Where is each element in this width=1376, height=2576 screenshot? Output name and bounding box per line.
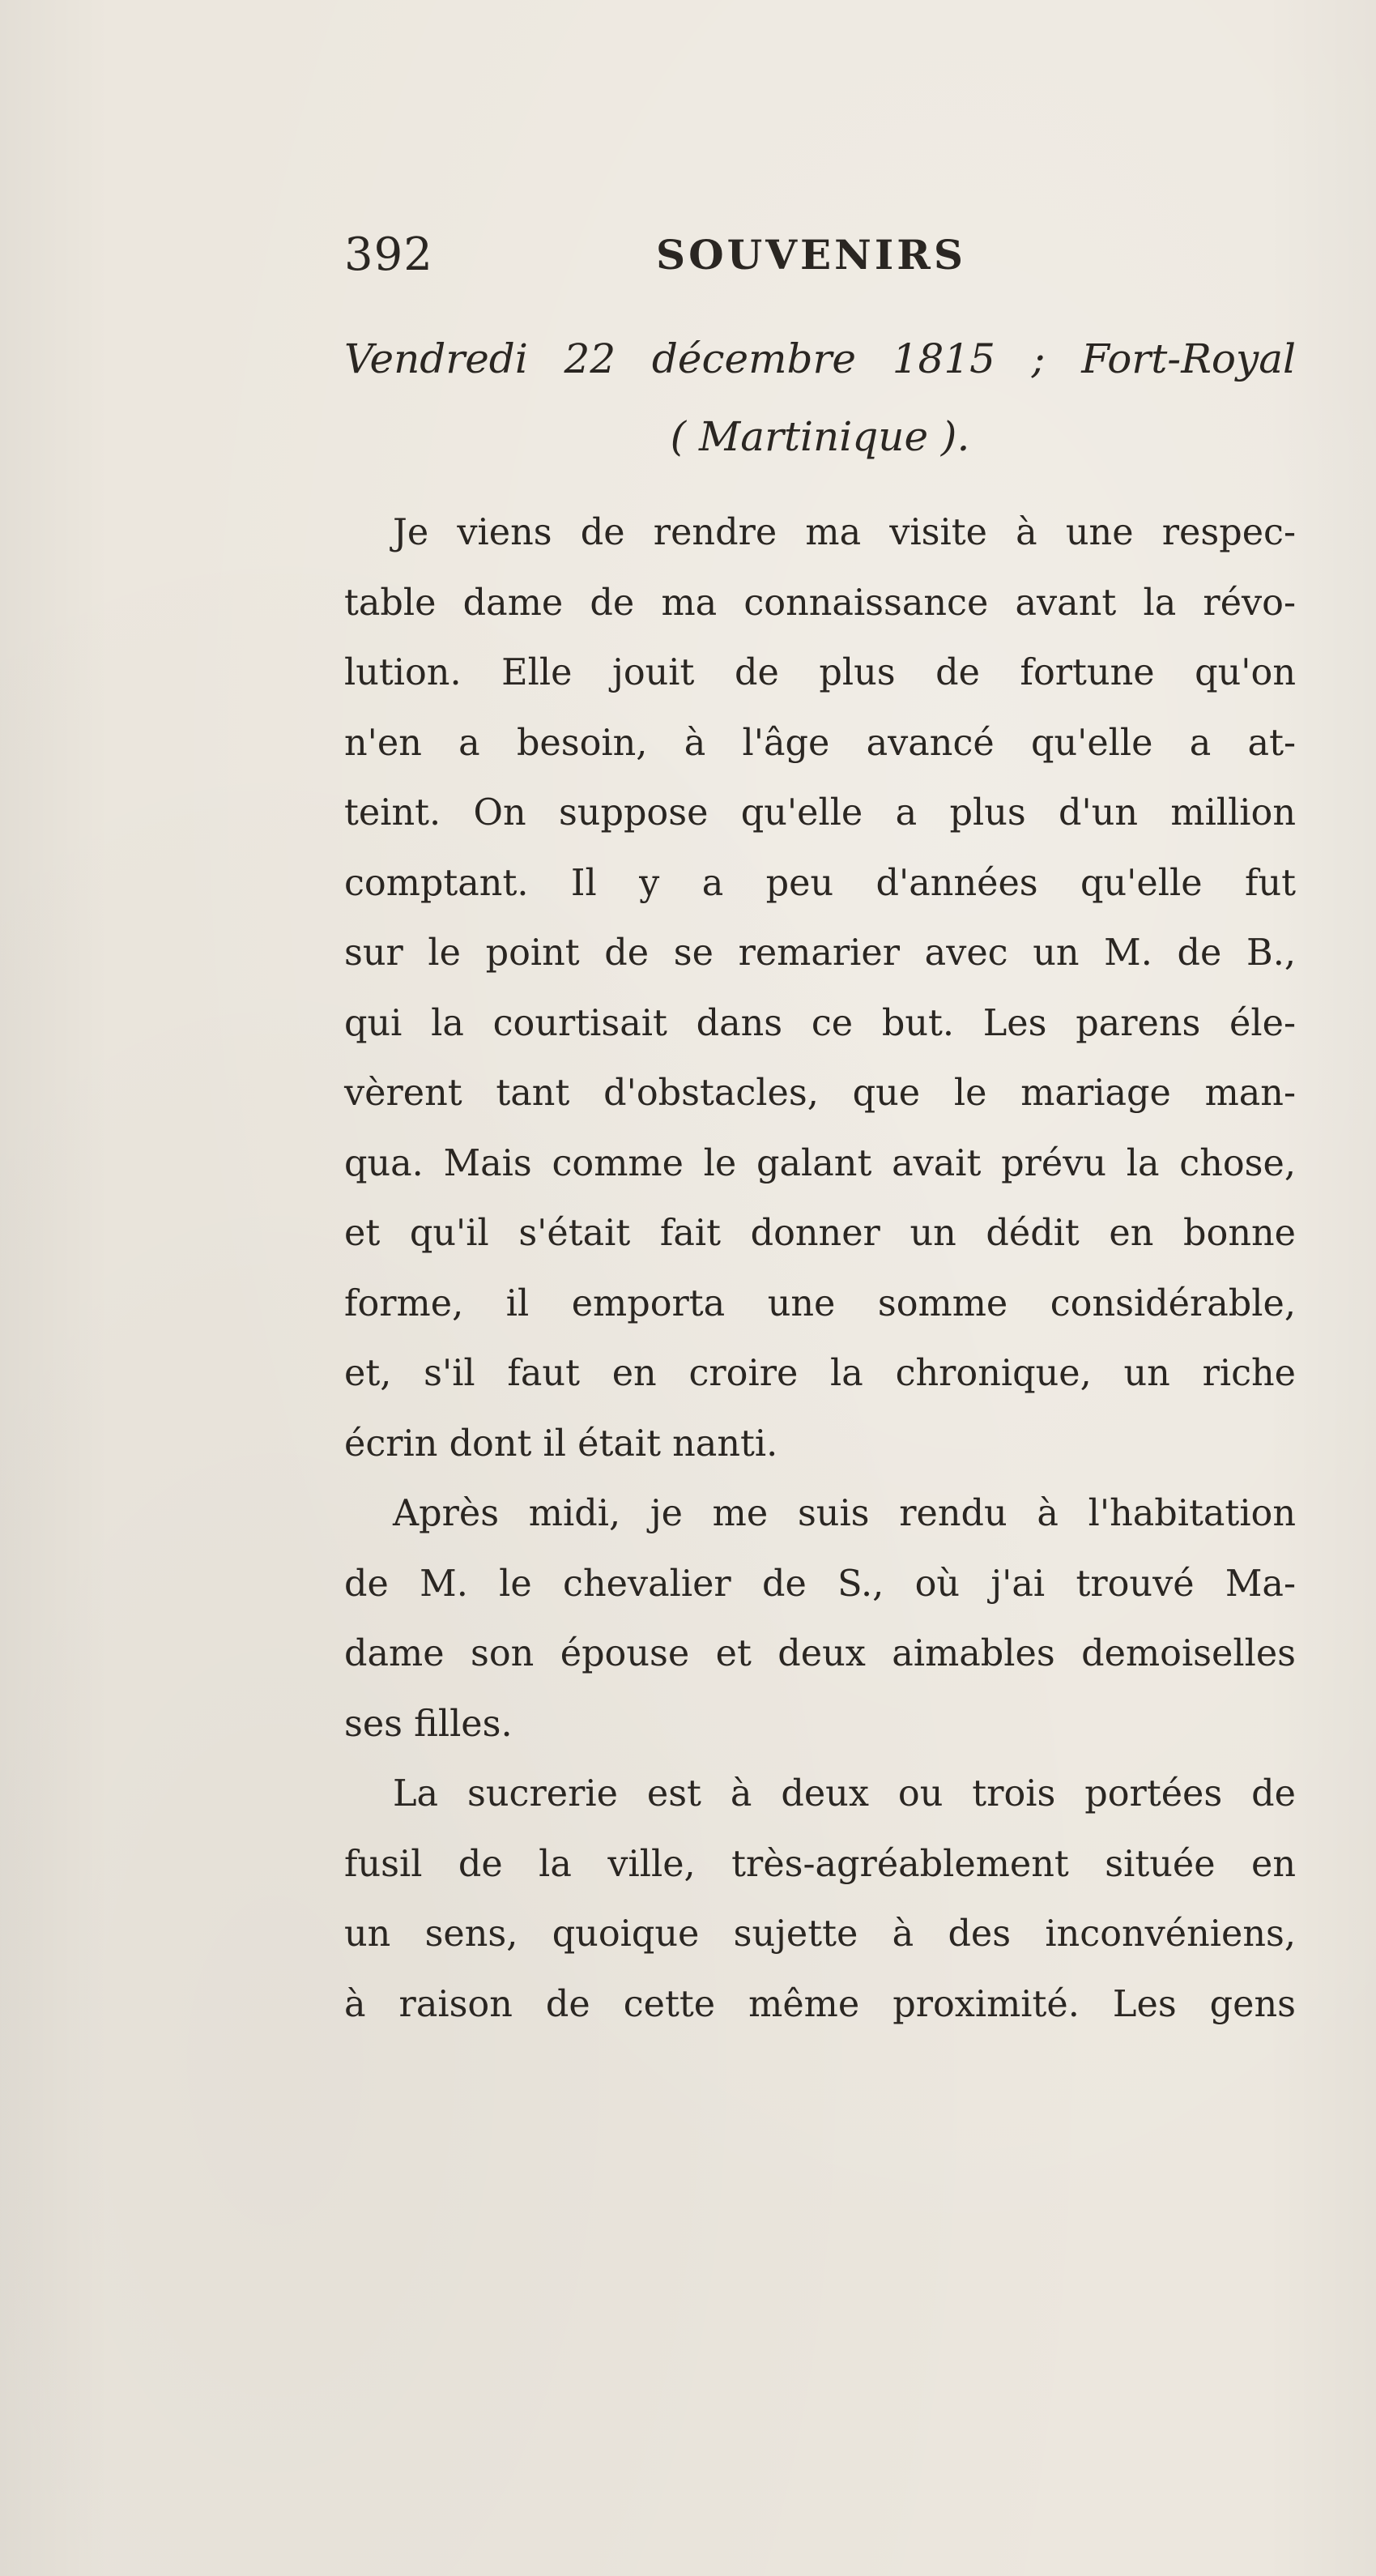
body-text	[344, 498, 1296, 2040]
text-line: qua. Mais comme le galant avait prévu la chose,	[344, 1142, 1296, 1184]
dateline-line-1: Vendredi 22 décembre 1815 ; Fort-Royal	[344, 335, 1296, 382]
text-line: qui la courtisait dans ce but. Les parens éle-	[344, 1002, 1296, 1044]
text-line: à raison de cette même proximité. Les gens	[344, 1983, 1296, 2025]
text-line: Après midi, je me suis rendu à l'habitation	[393, 1493, 1296, 1534]
text-line: comptant. Il y a peu d'années qu'elle fut	[344, 862, 1296, 904]
text-line: ses filles.	[344, 1703, 513, 1745]
text-line: La sucrerie est à deux ou trois portées de	[393, 1773, 1296, 1815]
text-line: n'en a besoin, à l'âge avancé qu'elle a at-	[344, 722, 1296, 764]
text-line: fusil de la ville, très-agréablement située en	[344, 1843, 1296, 1885]
text-line: et qu'il s'était fait donner un dédit en bonne	[344, 1213, 1296, 1254]
text-line: teint. On suppose qu'elle a plus d'un million	[344, 792, 1296, 834]
text-line: et, s'il faut en croire la chronique, un riche	[344, 1353, 1296, 1394]
page-header	[344, 223, 1296, 288]
text-line: forme, il emporta une somme considérable,	[344, 1282, 1296, 1324]
paragraph-2	[344, 1479, 1296, 1759]
dateline	[344, 320, 1296, 476]
text-line: un sens, quoique sujette à des inconvéniens,	[344, 1913, 1296, 1955]
text-line: lution. Elle jouit de plus de fortune qu'on	[344, 652, 1296, 693]
text-line: sur le point de se remarier avec un M. de B.,	[344, 932, 1296, 974]
dateline-line-2: ( Martinique ).	[670, 413, 970, 460]
text-line: écrin dont il était nanti.	[344, 1422, 778, 1465]
text-line: de M. le chevalier de S., où j'ai trouvé Ma-	[344, 1563, 1296, 1605]
text-line: vèrent tant d'obstacles, que le mariage man-	[344, 1073, 1296, 1114]
page-number: 392	[344, 228, 433, 281]
text-line: dame son épouse et deux aimables demoiselles	[344, 1633, 1296, 1674]
paragraph-3	[344, 1759, 1296, 2040]
running-title: SOUVENIRS	[656, 231, 966, 279]
text-line: Je viens de rendre ma visite à une respec-	[393, 512, 1296, 553]
text-line: table dame de ma connaissance avant la révo-	[344, 582, 1296, 624]
paragraph-1	[344, 498, 1296, 1479]
